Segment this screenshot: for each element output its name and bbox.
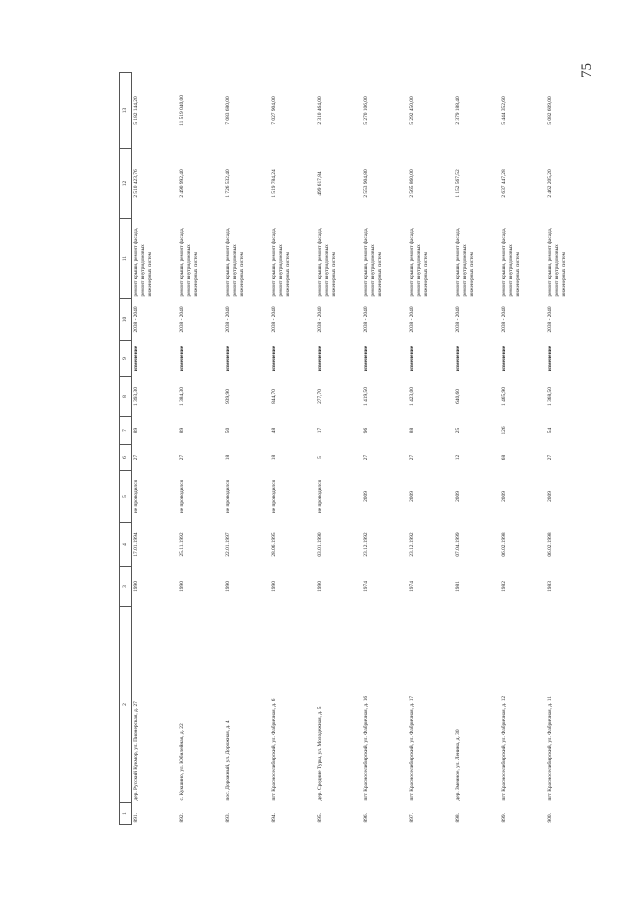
cost-cell: 2 637 447,28 (501, 169, 507, 198)
apartments-cell: 18 (225, 454, 231, 461)
table-row (132, 73, 179, 825)
apartments-cell: 68 (501, 454, 507, 461)
limit-cell: 2 310 464,00 (317, 96, 323, 125)
limit-cell: 7 083 680,00 (225, 96, 231, 125)
column-header: 12 (120, 149, 132, 219)
apartments-cell: 18 (271, 454, 277, 461)
works-cell: ремонт крыши, ремонт фасада, ремонт внутридомовых инженерных систем (317, 227, 337, 297)
last-repair-cell: 2009 (501, 491, 507, 502)
address-cell: дер. Змеиное, ул. Ленина, д. 30 (455, 729, 461, 801)
residents-cell: 89 (133, 427, 139, 434)
period-cell: 2038 - 2040 (317, 306, 323, 333)
status-cell: изменение (455, 345, 461, 372)
column-header: 5 (120, 471, 132, 523)
date-cell: 03.01.1990 (317, 532, 323, 557)
last-repair-cell: не проводился (225, 479, 231, 514)
residents-cell: 17 (317, 427, 323, 434)
works-cell: ремонт крыши, ремонт фасада, ремонт внутридомовых инженерных систем (409, 227, 429, 297)
residents-cell: 50 (225, 427, 231, 434)
status-cell: изменение (501, 345, 507, 372)
row-number: 895. (317, 813, 323, 823)
year-built-cell: 1990 (133, 581, 139, 592)
date-cell: 06.02.1998 (547, 532, 553, 557)
year-built-cell: 1981 (455, 581, 461, 592)
apartments-cell: 27 (133, 454, 139, 461)
address-cell: дер. Средние Туры, ул. Молодежная, д. 5 (317, 706, 323, 801)
works-cell: ремонт крыши, ремонт фасада, ремонт внутридомовых инженерных систем (455, 227, 475, 297)
column-header: 10 (120, 299, 132, 341)
limit-cell: 5 444 352,60 (501, 96, 507, 125)
works-cell: ремонт крыши, ремонт фасада, ремонт внутридомовых инженерных систем (547, 227, 567, 297)
area-cell: 939,90 (225, 389, 231, 404)
column-header: 6 (120, 445, 132, 471)
last-repair-cell: 2009 (363, 491, 369, 502)
cost-cell: 2 565 860,00 (409, 169, 415, 198)
status-cell: изменение (271, 345, 277, 372)
year-built-cell: 1990 (271, 581, 277, 592)
apartments-cell: 27 (409, 454, 415, 461)
period-cell: 2038 - 2040 (547, 306, 553, 333)
cost-cell: 2 553 904,80 (363, 169, 369, 198)
area-cell: 1 423,00 (409, 387, 415, 406)
works-cell: ремонт крыши, ремонт фасада, ремонт внутридомовых инженерных систем (271, 227, 291, 297)
period-cell: 2038 - 2040 (501, 306, 507, 333)
table-row (178, 73, 224, 825)
last-repair-cell: не проводился (271, 479, 277, 514)
status-cell: изменение (363, 345, 369, 372)
limit-cell: 2 379 188,40 (455, 96, 461, 125)
row-number: 896. (363, 813, 369, 823)
last-repair-cell: не проводился (133, 479, 139, 514)
status-cell: изменение (409, 345, 415, 372)
area-cell: 1 384,30 (179, 387, 185, 406)
works-cell: ремонт крыши, ремонт фасада, ремонт внутридомовых инженерных систем (179, 227, 199, 297)
residents-cell: 25 (455, 427, 461, 434)
address-cell: пгт Красноселибирский, ул. Фабричная, д. 17 (409, 695, 415, 801)
area-cell: 1 419,50 (363, 387, 369, 406)
residents-cell: 54 (547, 427, 553, 434)
column-header: 2 (120, 607, 132, 803)
residents-cell: 89 (179, 427, 185, 434)
date-cell: 07.04.1999 (455, 532, 461, 557)
year-built-cell: 1990 (179, 581, 185, 592)
period-cell: 2038 - 2040 (179, 306, 185, 333)
date-cell: 06.02.1998 (501, 532, 507, 557)
last-repair-cell: не проводился (317, 479, 323, 514)
apartments-cell: 27 (363, 454, 369, 461)
row-number: 898. (455, 813, 461, 823)
year-built-cell: 1983 (547, 581, 553, 592)
date-cell: 28.06.1995 (271, 532, 277, 557)
limit-cell: 7 027 904,00 (271, 96, 277, 125)
status-cell: изменение (179, 345, 185, 372)
table-row (316, 73, 362, 825)
cost-cell: 1 726 532,40 (225, 169, 231, 198)
address-cell: с. Кукшино, ул. Юбилейная, д. 22 (179, 723, 185, 801)
period-cell: 2038 - 2040 (363, 306, 369, 333)
year-built-cell: 1974 (363, 581, 369, 592)
period-cell: 2038 - 2040 (455, 306, 461, 333)
residents-cell: 88 (409, 427, 415, 434)
page-number: 75 (579, 63, 595, 78)
apartments-cell: 27 (547, 454, 553, 461)
cost-cell: 499 617,84 (317, 171, 323, 196)
cost-cell: 2 490 992,40 (179, 169, 185, 198)
address-cell: пгт Красноселибирский, ул. Фабричная, д. 6 (271, 698, 277, 801)
works-cell: ремонт крыши, ремонт фасада, ремонт внутридомовых инженерных систем (225, 227, 245, 297)
column-header: 8 (120, 377, 132, 417)
last-repair-cell: 2009 (409, 491, 415, 502)
last-repair-cell: не проводился (179, 479, 185, 514)
year-built-cell: 1990 (317, 581, 323, 592)
column-header: 4 (120, 523, 132, 567)
cost-cell: 1 152 567,52 (455, 169, 461, 198)
table-row (454, 73, 500, 825)
period-cell: 2038 - 2040 (409, 306, 415, 333)
works-cell: ремонт крыши, ремонт фасада, ремонт внутридомовых инженерных систем (501, 227, 521, 297)
address-cell: пгт Красноселибирский, ул. Фабричная, д. 11 (547, 696, 553, 801)
area-cell: 640,60 (455, 389, 461, 404)
limit-cell: 5 182 144,20 (133, 96, 139, 125)
period-cell: 2038 - 2040 (271, 306, 277, 333)
area-cell: 1 465,90 (501, 387, 507, 406)
column-header: 13 (120, 73, 132, 149)
residents-cell: 96 (363, 427, 369, 434)
address-cell: пос. Дорожный, ул. Дорожная, д. 4 (225, 720, 231, 801)
area-cell: 1 368,50 (547, 387, 553, 406)
apartments-cell: 12 (455, 454, 461, 461)
status-cell: изменение (225, 345, 231, 372)
limit-cell: 5 270 106,00 (363, 96, 369, 125)
status-cell: изменение (547, 345, 553, 372)
row-number: 899. (501, 813, 507, 823)
table-row (362, 73, 408, 825)
table-row (500, 73, 546, 825)
apartments-cell: 27 (179, 454, 185, 461)
cost-cell: 1 519 784,24 (271, 169, 277, 198)
status-cell: изменение (133, 345, 139, 372)
limit-cell: 5 292 450,00 (409, 96, 415, 125)
row-number: 897. (409, 813, 415, 823)
column-number-row (120, 73, 132, 825)
apartments-cell: 5 (317, 456, 323, 459)
limit-cell: 11 519 040,00 (179, 95, 185, 126)
year-built-cell: 1974 (409, 581, 415, 592)
cost-cell: 2 462 205,20 (547, 169, 553, 198)
date-cell: 17.01.1994 (133, 532, 139, 557)
limit-cell: 5 082 609,00 (547, 96, 553, 125)
row-number: 894. (271, 813, 277, 823)
address-cell: пгт Красноселибирский, ул. Фабричная, д. 12 (501, 695, 507, 801)
table-row (224, 73, 270, 825)
residents-cell: 48 (271, 427, 277, 434)
period-cell: 2038 - 2040 (225, 306, 231, 333)
row-number: 900. (547, 813, 553, 823)
area-cell: 1 393,30 (133, 387, 139, 406)
row-number: 891. (133, 813, 139, 823)
address-cell: пгт Красноселибирский, ул. Фабричная, д. 16 (363, 695, 369, 801)
status-cell: изменение (317, 345, 323, 372)
table-row (270, 73, 316, 825)
row-number: 893. (225, 813, 231, 823)
area-cell: 844,70 (271, 389, 277, 404)
area-cell: 277,70 (317, 389, 323, 404)
year-built-cell: 1982 (501, 581, 507, 592)
last-repair-cell: 2009 (455, 491, 461, 502)
row-number: 892. (179, 813, 185, 823)
date-cell: 22.01.1997 (225, 532, 231, 557)
column-header: 7 (120, 417, 132, 445)
works-cell: ремонт крыши, ремонт фасада, ремонт внутридомовых инженерных систем (133, 227, 153, 297)
rotated-table-stage (119, 73, 579, 825)
column-header: 9 (120, 341, 132, 377)
last-repair-cell: 2009 (547, 491, 553, 502)
date-cell: 23.12.1992 (363, 532, 369, 557)
cost-cell: 2 510 423,76 (133, 169, 139, 198)
column-header: 11 (120, 219, 132, 299)
residents-cell: 126 (501, 426, 507, 435)
repair-program-table (119, 72, 592, 825)
works-cell: ремонт крыши, ремонт фасада, ремонт внутридомовых инженерных систем (363, 227, 383, 297)
date-cell: 25.11.1992 (179, 532, 185, 557)
period-cell: 2038 - 2040 (133, 306, 139, 333)
address-cell: дер. Русский Кукмор, ул. Пионерская, д. 27 (133, 701, 139, 801)
year-built-cell: 1990 (225, 581, 231, 592)
column-header: 3 (120, 567, 132, 607)
table-row (546, 73, 592, 825)
table-row (408, 73, 454, 825)
column-header: 1 (120, 803, 132, 825)
date-cell: 23.12.1992 (409, 532, 415, 557)
